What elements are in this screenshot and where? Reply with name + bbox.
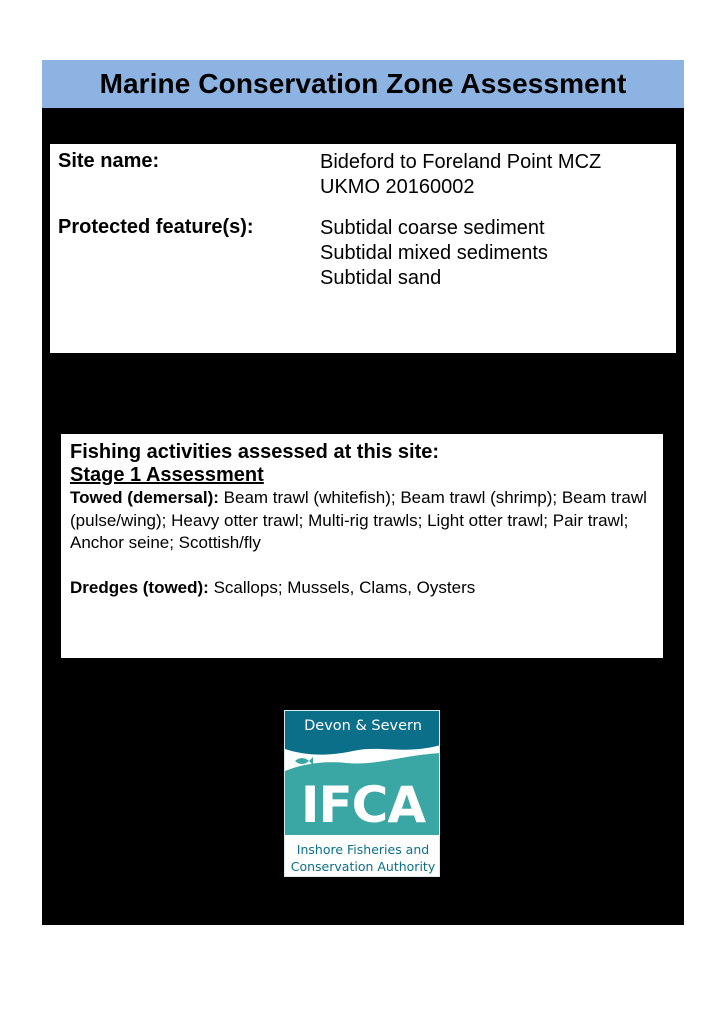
fish-icon xyxy=(295,757,313,765)
site-info-box xyxy=(50,144,676,353)
activity-category: Towed (demersal): xyxy=(70,488,219,507)
site-code-line: UKMO 20160002 xyxy=(320,176,475,198)
logo-bottom-text xyxy=(285,841,440,875)
activity-detail: Beam trawl (whitefish); Beam trawl (shrimp); Beam trawl (pulse/wing); Heavy otter trawl; Multi-rig trawls; Light otter trawl; Pair trawl; Anchor seine; Scottish/fly xyxy=(70,488,647,552)
activity-detail: Scallops; Mussels, Clams, Oysters xyxy=(208,577,476,597)
stage-heading: Stage 1 Assessment xyxy=(70,464,264,486)
logo-bottom-line: Inshore Fisheries and xyxy=(296,842,430,857)
feature-item: Subtidal sand xyxy=(320,267,442,289)
title-bar xyxy=(42,60,684,108)
activity-category: Dredges (towed): xyxy=(70,577,209,597)
logo-bottom-line: Conservation Authority xyxy=(290,859,436,874)
fishing-heading: Fishing activities assessed at this site: xyxy=(70,441,440,463)
site-name-line: Bideford to Foreland Point MCZ xyxy=(320,151,602,173)
site-name-label: Site name: xyxy=(58,150,160,172)
page-title: Marine Conservation Zone Assessment xyxy=(99,68,627,99)
feature-item: Subtidal mixed sediments xyxy=(320,242,548,264)
features-label: Protected feature(s): xyxy=(58,216,254,238)
logo-main-text: IFCA xyxy=(300,776,426,834)
logo-top-text: Devon & Severn xyxy=(304,718,422,734)
features-values xyxy=(320,216,548,291)
activity-towed xyxy=(70,487,653,555)
document-frame xyxy=(42,60,684,925)
feature-item: Subtidal coarse sediment xyxy=(320,217,545,239)
site-name-values xyxy=(320,150,601,200)
activity-dredges xyxy=(70,577,653,600)
ifca-logo xyxy=(284,710,440,877)
fishing-activities-box xyxy=(61,434,663,658)
